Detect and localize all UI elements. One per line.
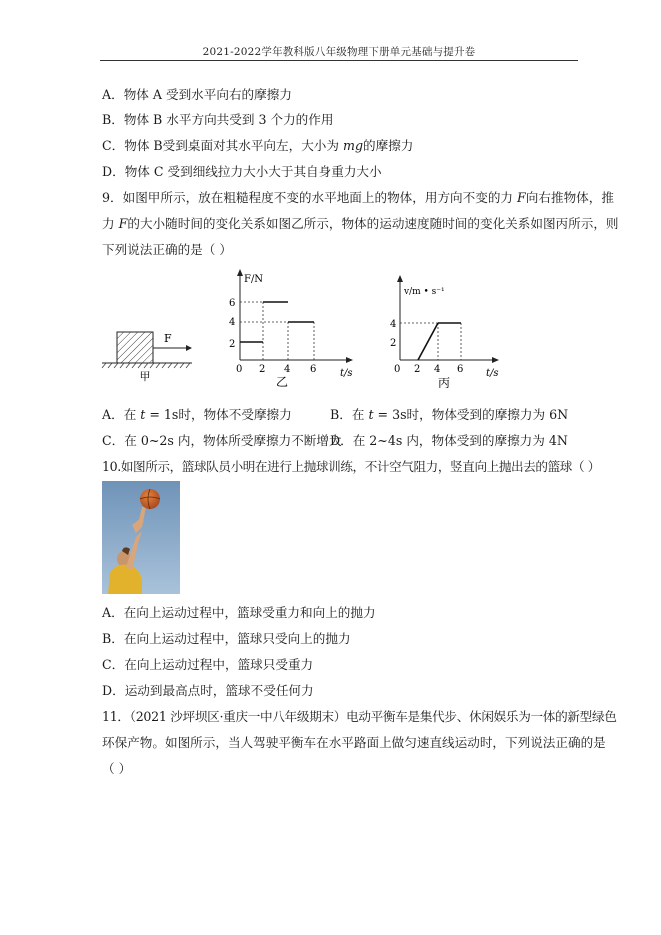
q11-stem-line-2: 环保产物。如图所示，当人驾驶平衡车在水平路面上做匀速直线运动时，下列说法正确的是 <box>102 735 606 750</box>
q8-option-d: D．物体 C 受到细线拉力大小大于其自身重力大小 <box>102 164 382 179</box>
y-axis-arrow <box>397 275 403 282</box>
q10-stem: 10.如图所示，篮球队员小明在进行上抛球训练，不计空气阻力，竖直向上抛出去的篮球（ ） <box>102 459 600 474</box>
q10-option-b: B．在向上运动过程中，篮球只受向上的抛力 <box>102 631 351 646</box>
q8-option-a: A．物体 A 受到水平向右的摩擦力 <box>102 87 292 102</box>
figure-yi-caption: 乙 <box>275 375 289 388</box>
velocity-segments <box>418 323 461 360</box>
y-tick-4: 4 <box>390 319 397 330</box>
figure-jia-caption: 甲 <box>139 370 151 382</box>
x-tick-6: 6 <box>310 364 317 375</box>
figure-bing-caption: 丙 <box>437 376 451 388</box>
q8-option-c: C．物体 B受到桌面对其水平向左，大小为 mg的摩擦力 <box>102 138 414 153</box>
q10-option-c: C．在向上运动过程中，篮球只受重力 <box>102 657 314 672</box>
y-axis-arrow <box>237 269 243 276</box>
q9-stem-line-3: 下列说法正确的是（ ） <box>102 242 232 257</box>
y-tick-2: 2 <box>229 339 236 350</box>
x-axis-label: t/s <box>340 368 353 379</box>
q11-stem-line-1: 11．（2021 沙坪坝区·重庆一中八年级期末）电动平衡车是集代步、休闲娱乐为一体的新型绿色 <box>102 709 617 724</box>
q10-option-d: D．运动到最高点时，篮球不受任何力 <box>102 683 314 698</box>
q9-stem-line-1: 9．如图甲所示，放在粗糙程度不变的水平地面上的物体，用方向不变的力 F向右推物体，推 <box>102 190 614 205</box>
x-axis-label: t/s <box>486 368 499 379</box>
force-label: F <box>164 332 172 345</box>
ground-hatch <box>102 363 190 368</box>
x-tick-2: 2 <box>259 364 266 375</box>
x-tick-4: 4 <box>434 364 441 375</box>
q9-option-c: C．在 0~2s 内，物体所受摩擦力不断增大 <box>102 433 342 448</box>
y-axis-label: v/m • s⁻¹ <box>404 287 445 297</box>
basketball-photo <box>102 481 180 594</box>
q9-option-d: D．在 2~4s 内，物体受到的摩擦力为 4N <box>330 433 568 448</box>
q10-option-a: A．在向上运动过程中，篮球受重力和向上的抛力 <box>102 605 376 620</box>
guide-lines <box>240 302 314 360</box>
x-tick-0: 0 <box>236 364 243 375</box>
y-axis-label: F/N <box>244 274 264 285</box>
figure-jia <box>100 320 195 382</box>
x-tick-6: 6 <box>457 364 464 375</box>
q11-stem-line-3: （ ） <box>102 761 132 776</box>
y-tick-2: 2 <box>390 338 397 349</box>
x-tick-2: 2 <box>414 364 421 375</box>
guide-lines <box>400 323 461 360</box>
block <box>117 332 153 363</box>
x-tick-0: 0 <box>394 364 401 375</box>
y-tick-6: 6 <box>229 298 236 309</box>
q8-option-b: B．物体 B 水平方向共受到 3 个力的作用 <box>102 112 334 127</box>
figure-yi <box>220 268 360 388</box>
q9-option-b: B．在 t = 3s时，物体受到的摩擦力为 6N <box>330 407 569 422</box>
force-arrowhead <box>186 345 192 351</box>
header-divider <box>100 60 578 61</box>
page-header: 2021-2022学年教科版八年级物理下册单元基础与提升卷 <box>202 46 476 58</box>
q9-stem-line-2: 力 F的大小随时间的变化关系如图乙所示，物体的运动速度随时间的变化关系如图丙所示，则 <box>102 216 619 231</box>
x-axis-arrow <box>346 357 353 363</box>
y-tick-4: 4 <box>229 317 236 328</box>
x-tick-4: 4 <box>284 364 291 375</box>
x-axis-arrow <box>492 357 499 363</box>
q9-option-a: A．在 t = 1s时，物体不受摩擦力 <box>102 407 292 422</box>
figure-bing <box>380 274 510 388</box>
basketball <box>140 489 160 509</box>
